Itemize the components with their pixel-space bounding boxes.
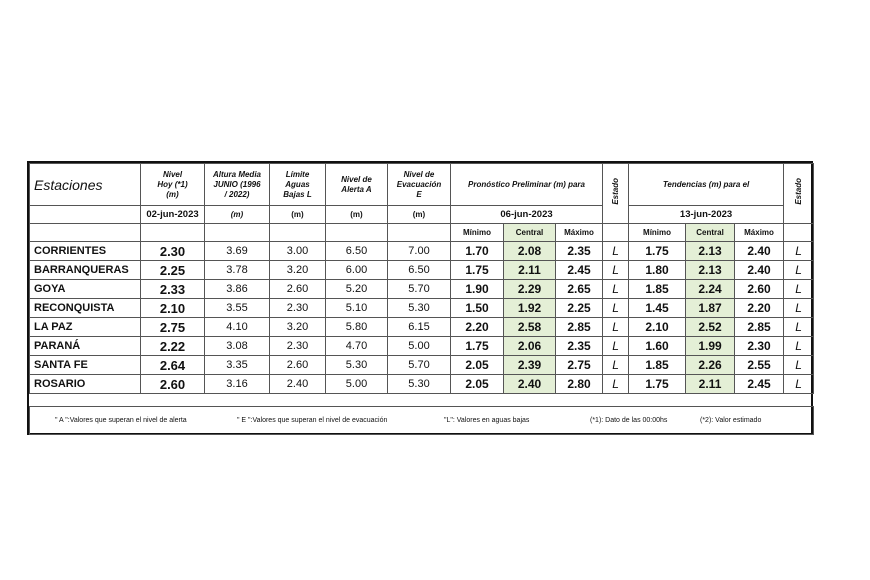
unit-evacuacion: (m)	[388, 206, 451, 224]
header-tendencias: Tendencias (m) para el	[629, 164, 784, 206]
cell-p-min: 1.75	[451, 261, 504, 280]
unit-limite: (m)	[270, 206, 326, 224]
cell-t-max: 2.55	[735, 356, 784, 375]
cell-p-est: L	[603, 318, 629, 337]
cell-hoy: 2.10	[141, 299, 205, 318]
cell-p-cen: 2.29	[504, 280, 556, 299]
cell-limite: 2.60	[270, 280, 326, 299]
cell-station: BARRANQUERAS	[30, 261, 141, 280]
footnote-alerta: " A ":Valores que superan el nivel de alerta	[55, 417, 187, 424]
cell-media: 4.10	[205, 318, 270, 337]
cell-evac: 5.30	[388, 299, 451, 318]
date-tendencias: 13-jun-2023	[629, 206, 784, 224]
levels-table	[29, 163, 814, 435]
cell-t-min: 1.75	[629, 375, 686, 394]
cell-hoy: 2.22	[141, 337, 205, 356]
cell-t-max: 2.60	[735, 280, 784, 299]
date-today: 02-jun-2023	[141, 206, 205, 224]
cell-alerta: 5.80	[326, 318, 388, 337]
cell-t-est: L	[784, 261, 814, 280]
header-row	[30, 164, 814, 206]
footnote-dato: (*1): Dato de las 00:00hs	[590, 417, 668, 424]
cell-evac: 6.15	[388, 318, 451, 337]
blank-cell	[30, 206, 141, 224]
cell-t-max: 2.30	[735, 337, 784, 356]
cell-media: 3.78	[205, 261, 270, 280]
cell-t-max: 2.45	[735, 375, 784, 394]
header-estado-2: Estado	[784, 164, 814, 224]
cell-p-cen: 2.58	[504, 318, 556, 337]
cell-limite: 3.20	[270, 261, 326, 280]
unit-alerta: (m)	[326, 206, 388, 224]
header-nivel-alerta: Nivel de Alerta A	[326, 164, 388, 206]
cell-limite: 2.30	[270, 337, 326, 356]
cell-alerta: 4.70	[326, 337, 388, 356]
cell-alerta: 5.00	[326, 375, 388, 394]
cell-t-min: 1.85	[629, 280, 686, 299]
cell-t-est: L	[784, 280, 814, 299]
cell-limite: 2.40	[270, 375, 326, 394]
label-central: Central	[504, 224, 556, 242]
table-row	[30, 299, 814, 318]
cell-hoy: 2.64	[141, 356, 205, 375]
cell-t-max: 2.40	[735, 242, 784, 261]
cell-p-max: 2.45	[556, 261, 603, 280]
cell-p-cen: 2.06	[504, 337, 556, 356]
label-maximo-2: Máximo	[735, 224, 784, 242]
header-estaciones: Estaciones	[30, 164, 141, 206]
cell-p-est: L	[603, 356, 629, 375]
cell-t-min: 2.10	[629, 318, 686, 337]
cell-t-cen: 2.52	[686, 318, 735, 337]
label-minimo-2: Mínimo	[629, 224, 686, 242]
cell-p-est: L	[603, 299, 629, 318]
cell-limite: 2.30	[270, 299, 326, 318]
cell-p-cen: 2.40	[504, 375, 556, 394]
column-labels-row	[30, 224, 814, 242]
cell-p-est: L	[603, 242, 629, 261]
cell-t-est: L	[784, 337, 814, 356]
cell-media: 3.35	[205, 356, 270, 375]
cell-station: SANTA FE	[30, 356, 141, 375]
cell-evac: 6.50	[388, 261, 451, 280]
cell-p-max: 2.65	[556, 280, 603, 299]
cell-hoy: 2.75	[141, 318, 205, 337]
cell-alerta: 6.00	[326, 261, 388, 280]
cell-t-min: 1.85	[629, 356, 686, 375]
cell-alerta: 5.30	[326, 356, 388, 375]
cell-p-cen: 2.39	[504, 356, 556, 375]
cell-t-cen: 1.87	[686, 299, 735, 318]
cell-hoy: 2.60	[141, 375, 205, 394]
cell-limite: 2.60	[270, 356, 326, 375]
cell-media: 3.86	[205, 280, 270, 299]
header-pronostico: Pronóstico Preliminar (m) para	[451, 164, 603, 206]
cell-t-cen: 1.99	[686, 337, 735, 356]
cell-media: 3.16	[205, 375, 270, 394]
cell-station: ROSARIO	[30, 375, 141, 394]
cell-evac: 5.00	[388, 337, 451, 356]
cell-p-max: 2.80	[556, 375, 603, 394]
cell-t-min: 1.75	[629, 242, 686, 261]
cell-p-min: 2.05	[451, 375, 504, 394]
cell-t-cen: 2.26	[686, 356, 735, 375]
table-row	[30, 318, 814, 337]
river-level-report	[27, 161, 813, 435]
cell-t-cen: 2.13	[686, 261, 735, 280]
cell-station: PARANÁ	[30, 337, 141, 356]
cell-p-max: 2.85	[556, 318, 603, 337]
cell-t-min: 1.45	[629, 299, 686, 318]
cell-evac: 5.70	[388, 280, 451, 299]
cell-t-min: 1.60	[629, 337, 686, 356]
table-row	[30, 337, 814, 356]
date-pronostico: 06-jun-2023	[451, 206, 603, 224]
cell-t-cen: 2.24	[686, 280, 735, 299]
cell-station: LA PAZ	[30, 318, 141, 337]
cell-p-min: 2.20	[451, 318, 504, 337]
cell-p-est: L	[603, 375, 629, 394]
cell-media: 3.69	[205, 242, 270, 261]
cell-t-est: L	[784, 318, 814, 337]
cell-evac: 5.30	[388, 375, 451, 394]
station-rows	[30, 242, 814, 394]
cell-hoy: 2.33	[141, 280, 205, 299]
table-row	[30, 356, 814, 375]
cell-limite: 3.00	[270, 242, 326, 261]
cell-t-est: L	[784, 356, 814, 375]
cell-p-est: L	[603, 337, 629, 356]
cell-t-min: 1.80	[629, 261, 686, 280]
cell-evac: 7.00	[388, 242, 451, 261]
cell-p-cen: 2.08	[504, 242, 556, 261]
cell-station: RECONQUISTA	[30, 299, 141, 318]
cell-media: 3.08	[205, 337, 270, 356]
cell-t-max: 2.40	[735, 261, 784, 280]
cell-t-cen: 2.13	[686, 242, 735, 261]
cell-hoy: 2.25	[141, 261, 205, 280]
cell-t-est: L	[784, 375, 814, 394]
cell-t-est: L	[784, 299, 814, 318]
cell-p-cen: 1.92	[504, 299, 556, 318]
label-minimo: Mínimo	[451, 224, 504, 242]
footnote-estimado: (*2): Valor estimado	[700, 417, 762, 424]
cell-station: GOYA	[30, 280, 141, 299]
subheader-row	[30, 206, 814, 224]
cell-p-min: 1.75	[451, 337, 504, 356]
header-limite: Límite Aguas Bajas L	[270, 164, 326, 206]
cell-station: CORRIENTES	[30, 242, 141, 261]
cell-alerta: 5.20	[326, 280, 388, 299]
cell-p-min: 2.05	[451, 356, 504, 375]
cell-p-min: 1.70	[451, 242, 504, 261]
cell-hoy: 2.30	[141, 242, 205, 261]
unit-altura: (m)	[205, 206, 270, 224]
cell-p-min: 1.50	[451, 299, 504, 318]
cell-alerta: 5.10	[326, 299, 388, 318]
table-row	[30, 261, 814, 280]
label-maximo: Máximo	[556, 224, 603, 242]
header-nivel-hoy: Nivel Hoy (*1) (m)	[141, 164, 205, 206]
cell-t-max: 2.85	[735, 318, 784, 337]
cell-t-est: L	[784, 242, 814, 261]
cell-p-max: 2.75	[556, 356, 603, 375]
cell-p-max: 2.35	[556, 242, 603, 261]
cell-media: 3.55	[205, 299, 270, 318]
spacer-row	[30, 394, 814, 407]
cell-p-min: 1.90	[451, 280, 504, 299]
cell-t-max: 2.20	[735, 299, 784, 318]
header-nivel-evacuacion: Nivel de Evacuación E	[388, 164, 451, 206]
cell-p-est: L	[603, 280, 629, 299]
label-central-2: Central	[686, 224, 735, 242]
cell-p-est: L	[603, 261, 629, 280]
footnote-bajas: "L": Valores en aguas bajas	[444, 417, 530, 424]
cell-t-cen: 2.11	[686, 375, 735, 394]
cell-p-max: 2.35	[556, 337, 603, 356]
cell-p-max: 2.25	[556, 299, 603, 318]
cell-p-cen: 2.11	[504, 261, 556, 280]
footnote-row	[30, 407, 814, 435]
cell-evac: 5.70	[388, 356, 451, 375]
header-altura-media: Altura Media JUNIO (1996 / 2022)	[205, 164, 270, 206]
cell-limite: 3.20	[270, 318, 326, 337]
table-row	[30, 375, 814, 394]
footnote-evacuacion: " E ":Valores que superan el nivel de evacuación	[237, 417, 388, 424]
header-estado: Estado	[603, 164, 629, 224]
cell-alerta: 6.50	[326, 242, 388, 261]
table-row	[30, 280, 814, 299]
table-row	[30, 242, 814, 261]
footnotes	[30, 407, 814, 435]
